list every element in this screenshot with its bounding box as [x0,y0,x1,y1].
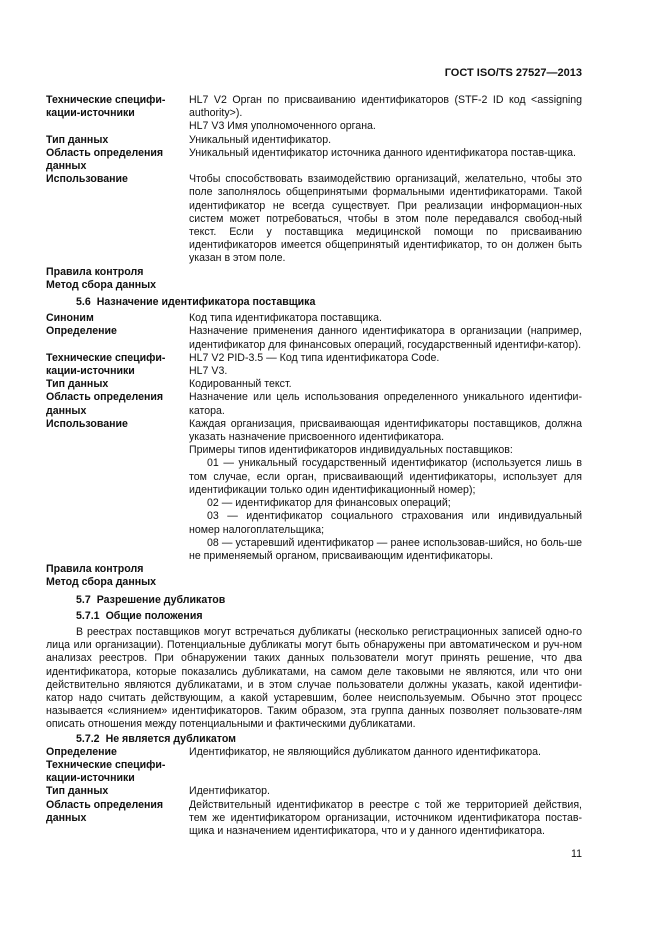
paragraph-general: В реестрах поставщиков могут встречаться дубликаты (несколько регистрационных записей одно-го лица или организации). Потенциальные дубликаты могут быть обнаружены при автоматическом и руч-ном анализах реестров. При обнаружении таких данных пользователи могут принять решение, что два идентификатора, которые показались дубликатами, на самом деле таковыми не являются, или что они действительно являются дубликатами, и в этом случае пользователи должны указать, какой идентифи-катор надо считать действующим, а какой устаревшим, более неиспользуемым. Обычно этот процесс называется «слиянием» идентификаторов. Таким образом, эта группа данных позволяет пользовате-лям описать отношения между потенциальными и фактическими дубликатами. [46,625,582,731]
section-title: Общие положения [105,609,203,622]
field-value [189,173,582,265]
block-source-id-tail [46,266,582,292]
field-label: Использование [46,417,128,430]
section-5-6-heading [46,296,582,309]
example-item: 03 — идентификатор социального страхования или индивидуальный номер налогоплательщика; [189,510,582,536]
field-value-line: Кодированный текст. [189,378,292,391]
section-number: 5.7 [76,593,91,606]
section-number: 5.7.1 [76,609,100,622]
field-label: Правила контроля [46,563,144,576]
field-label: Определение [46,745,117,758]
field-row [46,312,582,325]
field-value-line: HL7 V2 Орган по присваиванию идентификаторов (STF-2 ID код <assigning authority>). [189,94,582,120]
field-label: Правила контроля [46,265,144,278]
field-label: Использование [46,173,128,186]
field-value [189,418,582,563]
block-not-duplicate [46,746,582,838]
field-label: Область определения данных [46,391,164,417]
field-value [189,378,582,391]
field-label: Синоним [46,312,94,325]
field-label: Технические специфи-кации-источники [46,351,166,378]
examples-title: Примеры типов идентификаторов индивидуальных поставщиков: [189,444,513,457]
section-title: Назначение идентификатора поставщика [96,296,316,309]
section-5-7-heading [46,594,582,607]
document-header: ГОСТ ISO/TS 27527—2013 [444,67,582,79]
field-value-line: HL7 V2 PID-3.5 — Код типа идентификатора Code. [189,351,440,364]
block-purpose-tail [46,563,582,589]
field-value-line: Уникальный идентификатор источника данного идентификатора постав-щика. [189,146,576,159]
page-number: 11 [571,848,582,860]
section-title: Не является дубликатом [105,732,237,745]
field-row [46,325,582,351]
field-label: Область определения данных [46,146,164,173]
block-purpose [46,312,582,418]
field-label: Область определения данных [46,798,164,824]
field-value [189,94,582,134]
field-label: Определение [46,325,117,338]
field-row [46,799,582,839]
field-label: Тип данных [46,133,109,146]
field-value-line: Идентификатор, не являющийся дубликатом данного идентификатора. [189,745,541,758]
field-value-line: Чтобы способствовать взаимодействию организаций, желательно, чтобы это поле заполнялось общепринятыми формальными идентификаторами. Такой идентификатор не всегда существует. При реализации информацион-ных систем может потребоваться, чтобы в этом поле передавался свобод-ный текст. Если у поставщика медицинской помощи по присваиванию идентификаторов имеется общепринятый идентификатор, то он должен быть указан в этом поле. [189,173,582,265]
field-row [46,352,582,378]
field-row [46,759,582,785]
field-value [189,391,582,417]
field-label: Технические специфи-кации-источники [46,94,166,120]
field-value [189,325,582,351]
field-label: Метод сбора данных [46,576,157,589]
examples-list [189,457,582,563]
field-row [46,785,582,798]
example-item: 02 — идентификатор для финансовых операций; [207,497,451,510]
field-value-line: Назначение применения данного идентификатора в организации (например, идентификатор для финансовых операций, государственный идентифи-катор). [189,325,582,351]
usage-intro: Каждая организация, присваивающая идентификаторы поставщиков, должна указать назначение присвоенного идентификатора. [189,417,582,444]
field-label: Тип данных [46,378,109,391]
field-value-line: Действительный идентификатор в реестре с той же территорией действия, тем же идентификатором организации, источником идентификатора постав-щика и назначением идентификатора, что и у данного идентификатора. [189,798,582,837]
field-value [189,352,582,378]
field-value [189,147,582,173]
field-value [189,759,582,785]
field-value-line: HL7 V3 Имя уполномоченного органа. [189,120,376,133]
field-value-line: HL7 V3. [189,365,228,378]
section-5-7-2-heading [46,733,582,746]
example-item: 08 — устаревший идентификатор — ранее использовав-шийся, но боль-ше не применяемый органом, присваивающим идентификаторы. [189,536,582,562]
field-value [189,799,582,839]
field-row [46,173,582,265]
block-source-id [46,94,582,266]
field-row [46,147,582,173]
field-row [46,746,582,759]
section-5-7-1-heading [46,610,582,623]
field-row [46,378,582,391]
field-value [189,785,582,798]
field-value [189,746,582,759]
page-content [46,94,582,838]
field-value-line: Код типа идентификатора поставщика. [189,312,382,325]
example-item: 01 — уникальный государственный идентификатор (используется лишь в том случае, если орган, присваивающий идентификаторы, использует для идентификации только один идентификационный номер); [189,457,582,496]
field-value-line: Идентификатор. [189,785,270,798]
field-value-line: Назначение или цель использования определенного уникального идентифи-катора. [189,391,582,417]
field-label: Тип данных [46,785,109,798]
field-value [189,312,582,325]
field-row-usage [46,418,582,563]
field-row [46,134,582,147]
field-row [46,391,582,417]
field-value [189,134,582,147]
field-value-line: Уникальный идентификатор. [189,133,332,146]
section-number: 5.7.2 [76,732,100,745]
section-number: 5.6 [76,296,91,309]
field-row [46,94,582,134]
field-label: Метод сбора данных [46,278,157,291]
section-title: Разрешение дубликатов [96,593,226,606]
field-label: Технические специфи-кации-источники [46,758,166,785]
